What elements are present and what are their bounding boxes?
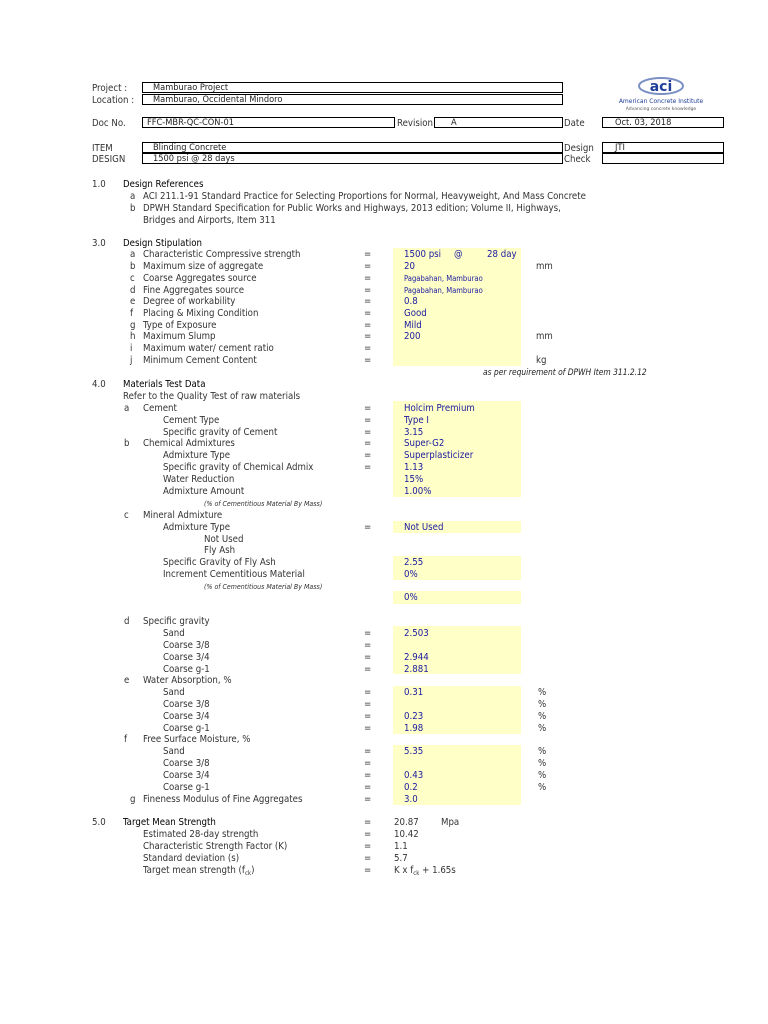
eq-sign: = (364, 320, 372, 331)
s3-row-letter: g (130, 320, 136, 331)
s3-row-label: Maximum water/ cement ratio (143, 343, 274, 354)
s3-row-label: Maximum size of aggregate (143, 261, 264, 272)
sg_rows-row-label: Sand (163, 628, 185, 639)
adm-type-value[interactable]: Superplasticizer (404, 450, 474, 461)
eq-sign: = (364, 817, 372, 828)
wa_rows-row-label: Sand (163, 687, 185, 698)
min-option-not-used: Not Used (204, 534, 244, 545)
s5-title-value: 20.87 (394, 817, 419, 828)
cement-type-label: Cement Type (163, 415, 220, 426)
wa_rows-row-label: Coarse 3/8 (163, 699, 210, 710)
sg_rows-row-label: Coarse 3/8 (163, 640, 210, 651)
s5-r1-value: 10.42 (394, 829, 419, 840)
s3-note: as per requirement of DPWH Item 311.2.12 (483, 367, 647, 377)
s3-row-letter: f (130, 308, 134, 319)
s3-row-letter: b (130, 261, 136, 272)
sg-chem-value[interactable]: 1.13 (404, 462, 424, 473)
chem-value[interactable]: Super-G2 (404, 438, 445, 449)
s5-r4-value: K x $f_{ck} + 1.65s$ (394, 865, 456, 877)
s4-intro: Refer to the Quality Test of raw materials (123, 391, 301, 402)
eq-sign: = (364, 343, 372, 354)
s3-row-value[interactable]: Pagabahan, Mamburao (404, 274, 483, 283)
fm_rows-row-unit: % (538, 746, 547, 757)
s3-row-unit: kg (536, 355, 547, 366)
item-value: Blinding Concrete (153, 142, 227, 153)
revision-value: A (451, 117, 457, 128)
location-field[interactable] (142, 94, 563, 105)
s3-row-value[interactable]: 200 (404, 331, 421, 342)
eq-sign: = (364, 699, 372, 710)
fineness-label: Fineness Modulus of Fine Aggregates (143, 794, 303, 805)
eq-sign: = (364, 758, 372, 769)
design-by-field[interactable] (602, 142, 724, 153)
s3-title: Design Stipulation (123, 238, 202, 249)
s3-at: @ (454, 249, 463, 260)
s3-row-label: Characteristic Compressive strength (143, 249, 301, 260)
s4-e-letter: e (124, 675, 130, 686)
check-label: Check (564, 154, 591, 165)
design-by-label: Design (564, 143, 594, 154)
s3-row-label: Type of Exposure (143, 320, 217, 331)
eq-sign: = (364, 841, 372, 852)
s3-days: 28 day (487, 249, 517, 260)
s4-g-letter: g (130, 794, 136, 805)
mineral-label: Mineral Admixture (143, 510, 223, 521)
design-label: DESIGN (92, 154, 126, 165)
s3-row-unit: mm (536, 261, 553, 272)
sg_rows-row-value[interactable]: 2.944 (404, 652, 429, 663)
eq-sign: = (364, 331, 372, 342)
eq-sign: = (364, 296, 372, 307)
s3-row-value[interactable]: 0.8 (404, 296, 418, 307)
s4-d-letter: d (124, 616, 130, 627)
eq-sign: = (364, 746, 372, 757)
sg_rows-row-label: Coarse 3/4 (163, 652, 210, 663)
project-label: Project : (92, 83, 128, 94)
incr-label: Increment Cementitious Material (163, 569, 305, 580)
item-field[interactable] (142, 142, 563, 153)
s3-row-letter: i (130, 343, 133, 354)
s5-r3-label: Standard deviation (s) (143, 853, 240, 864)
sg-chem-label: Specific gravity of Chemical Admix (163, 462, 314, 473)
s1-b-text1: DPWH Standard Specification for Public Works and Highways, 2013 edition; Volume II, Highways, (143, 203, 561, 214)
eq-sign: = (364, 261, 372, 272)
sg-cement-label: Specific gravity of Cement (163, 427, 278, 438)
s5-r4-label: Target mean strength $(f_{ck})$ (143, 865, 255, 877)
eq-sign: = (364, 782, 372, 793)
s3-row-label: Coarse Aggregates source (143, 273, 257, 284)
eq-sign: = (364, 628, 372, 639)
adm-amt-value[interactable]: 1.00% (404, 486, 432, 497)
eq-sign: = (364, 355, 372, 366)
s5-r3-value: 5.7 (394, 853, 408, 864)
doc-value: FFC-MBR-QC-CON-01 (147, 117, 234, 128)
s3-row-letter: j (130, 355, 133, 366)
s4-a-letter: a (124, 403, 130, 414)
s3-row-letter: d (130, 285, 136, 296)
fm_rows-row-label: Coarse 3/4 (163, 770, 210, 781)
eq-sign: = (364, 794, 372, 805)
eq-sign: = (364, 462, 372, 473)
eq-sign: = (364, 249, 372, 260)
sg_rows-row-value[interactable]: 2.881 (404, 664, 429, 675)
s4-num: 4.0 (92, 379, 106, 390)
revision-label: Revision (397, 118, 434, 129)
location-value: Mamburao, Occidental Mindoro (153, 94, 283, 105)
eq-sign: = (364, 770, 372, 781)
project-field[interactable] (142, 82, 563, 93)
s3-row-label: Minimum Cement Content (143, 355, 257, 366)
sg-cement-value[interactable]: 3.15 (404, 427, 424, 438)
eq-sign: = (364, 829, 372, 840)
eq-sign: = (364, 865, 372, 876)
s5-r2-label: Characteristic Strength Factor (K) (143, 841, 288, 852)
s5-title: Target Mean Strength (123, 817, 216, 828)
s3-row-letter: a (130, 249, 136, 260)
note-cementitious-2: (% of Cementitious Material By Mass) (204, 583, 323, 591)
cement-type-value[interactable]: Type I (404, 415, 429, 426)
wa_rows-row-value[interactable]: 0.31 (404, 687, 424, 698)
wa_rows-row-label: Coarse g-1 (163, 723, 210, 734)
note-cementitious-1: (% of Cementitious Material By Mass) (204, 500, 323, 508)
s4-title: Materials Test Data (123, 379, 206, 390)
s5-r1-label: Estimated 28-day strength (143, 829, 259, 840)
sg_rows-row-value[interactable]: 2.503 (404, 628, 429, 639)
adm-amt-label: Admixture Amount (163, 486, 245, 497)
eq-sign: = (364, 285, 372, 296)
date-label: Date (564, 118, 585, 129)
wa_rows-row-unit: % (538, 687, 547, 698)
s3-row-letter: c (130, 273, 135, 284)
date-field[interactable] (602, 117, 724, 128)
chem-label: Chemical Admixtures (143, 438, 235, 449)
wa_rows-row-value[interactable]: 1.98 (404, 723, 424, 734)
eq-sign: = (364, 723, 372, 734)
doc-field[interactable] (142, 117, 395, 128)
aci-logo (612, 76, 712, 116)
s3-row-value[interactable]: Mild (404, 320, 422, 331)
item-label: ITEM (92, 143, 113, 154)
s4-b-letter: b (124, 438, 130, 449)
sg-fly-label: Specific Gravity of Fly Ash (163, 557, 276, 568)
sg_rows-row-label: Coarse g-1 (163, 664, 210, 675)
date-value: Oct. 03, 2018 (615, 117, 672, 128)
wa_rows-row-unit: % (538, 711, 547, 722)
s5-title-unit: Mpa (441, 817, 460, 828)
s3-row-unit: mm (536, 331, 553, 342)
s5-r2-value: 1.1 (394, 841, 408, 852)
fm_rows-row-unit: % (538, 758, 547, 769)
eq-sign: = (364, 308, 372, 319)
extra-value[interactable]: 0% (404, 592, 418, 603)
min-type-label: Admixture Type (163, 522, 231, 533)
revision-field[interactable] (434, 117, 563, 128)
water-red-label: Water Reduction (163, 474, 235, 485)
eq-sign: = (364, 403, 372, 414)
s5-num: 5.0 (92, 817, 106, 828)
water-red-value[interactable]: 15% (404, 474, 424, 485)
wa-title: Water Absorption, % (143, 675, 232, 686)
s3-row-value[interactable]: Good (404, 308, 427, 319)
svg-text:aci: aci (649, 79, 673, 95)
fm_rows-row-label: Coarse g-1 (163, 782, 210, 793)
fm-title: Free Surface Moisture, % (143, 734, 251, 745)
s4-c-letter: c (124, 510, 129, 521)
svg-text:Advancing concrete knowledge: Advancing concrete knowledge (625, 107, 697, 112)
fm_rows-row-value[interactable]: 5.35 (404, 746, 424, 757)
eq-sign: = (364, 438, 372, 449)
eq-sign: = (364, 664, 372, 675)
check-field[interactable] (602, 153, 724, 164)
s1-title: Design References (123, 179, 204, 190)
fm_rows-row-label: Coarse 3/8 (163, 758, 210, 769)
fm_rows-row-unit: % (538, 770, 547, 781)
wa_rows-row-unit: % (538, 723, 547, 734)
svg-text:American Concrete Institute: American Concrete Institute (618, 98, 704, 105)
wa_rows-row-label: Coarse 3/4 (163, 711, 210, 722)
eq-sign: = (364, 415, 372, 426)
s3-row-value[interactable]: 1500 psi (404, 249, 442, 260)
s1-a-letter: a (130, 191, 136, 202)
eq-sign: = (364, 273, 372, 284)
s1-a-text: ACI 211.1-91 Standard Practice for Selecting Proportions for Normal, Heavyweight, And Mass Concrete (143, 191, 586, 202)
design-by-value: JTI (615, 142, 625, 153)
fm_rows-row-value[interactable]: 0.43 (404, 770, 424, 781)
eq-sign: = (364, 640, 372, 651)
eq-sign: = (364, 853, 372, 864)
design-value: 1500 psi @ 28 days (153, 153, 235, 164)
s3-row-value[interactable]: 20 (404, 261, 415, 272)
project-value: Mamburao Project (153, 82, 229, 93)
s3-row-letter: h (130, 331, 136, 342)
min-type-value[interactable]: Not Used (404, 522, 444, 533)
sg-title: Specific gravity (143, 616, 210, 627)
eq-sign: = (364, 711, 372, 722)
cement-value[interactable]: Holcim Premium (404, 403, 475, 414)
fm_rows-row-unit: % (538, 782, 547, 793)
eq-sign: = (364, 522, 372, 533)
s4-f-letter: f (124, 734, 128, 745)
sg-fly-value[interactable]: 2.55 (404, 557, 424, 568)
fineness-value[interactable]: 3.0 (404, 794, 418, 805)
s3-row-label: Maximum Slump (143, 331, 216, 342)
s1-b-letter: b (130, 203, 136, 214)
incr-value[interactable]: 0% (404, 569, 418, 580)
s1-num: 1.0 (92, 179, 106, 190)
doc-label: Doc No. (92, 118, 126, 129)
eq-sign: = (364, 687, 372, 698)
s3-row-value[interactable]: Pagabahan, Mamburao (404, 286, 483, 295)
design-field[interactable] (142, 153, 563, 164)
adm-type-label: Admixture Type (163, 450, 231, 461)
eq-sign: = (364, 450, 372, 461)
s3-row-label: Fine Aggregates source (143, 285, 245, 296)
wa_rows-row-unit: % (538, 699, 547, 710)
s3-row-letter: e (130, 296, 136, 307)
aci-logo-icon (612, 76, 712, 116)
wa_rows-row-value[interactable]: 0.23 (404, 711, 424, 722)
cement-label: Cement (143, 403, 177, 414)
fm_rows-row-label: Sand (163, 746, 185, 757)
s3-row-label: Degree of workability (143, 296, 236, 307)
s3-row-label: Placing & Mixing Condition (143, 308, 259, 319)
min-option-fly-ash: Fly Ash (204, 545, 236, 556)
s3-num: 3.0 (92, 238, 106, 249)
eq-sign: = (364, 652, 372, 663)
fm_rows-row-value[interactable]: 0.2 (404, 782, 418, 793)
s1-b-text2: Bridges and Airports, Item 311 (143, 215, 276, 226)
eq-sign: = (364, 427, 372, 438)
location-label: Location : (92, 95, 135, 106)
